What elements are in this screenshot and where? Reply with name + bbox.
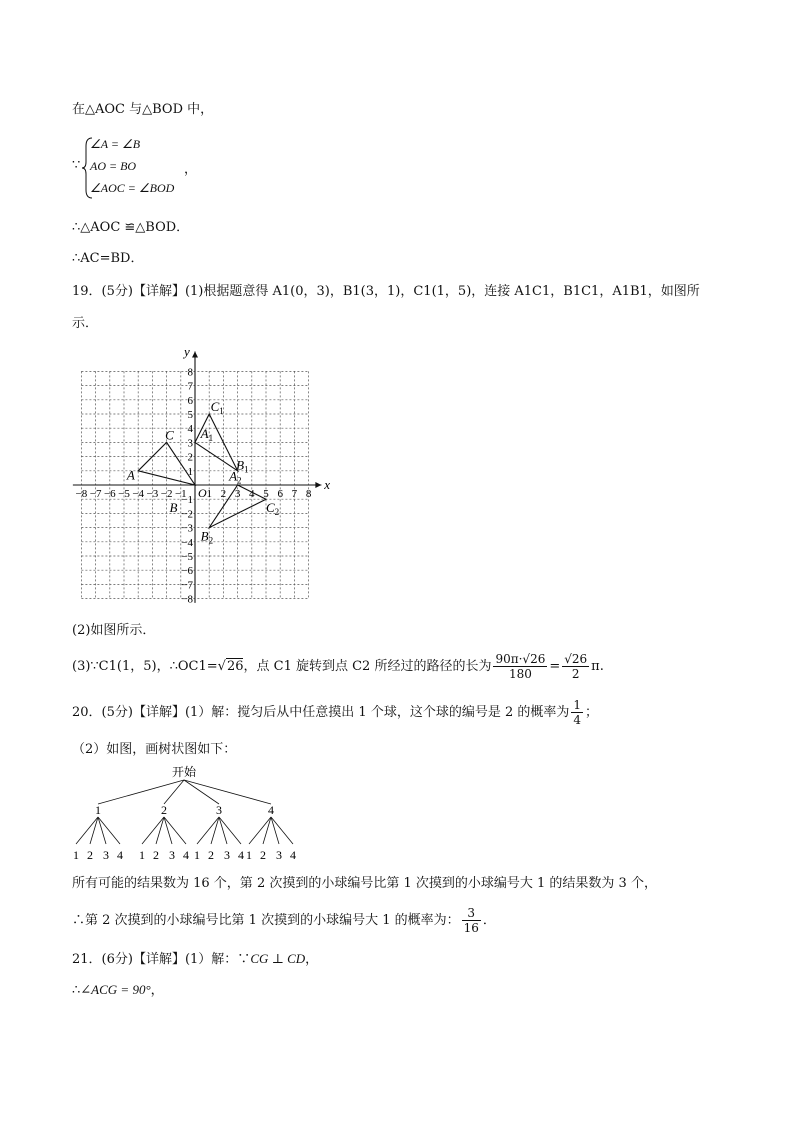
x-tick-label: −7 [89,488,102,500]
text-line-1: 在△AOC 与△BOD 中， [72,102,214,117]
tree-branch [164,817,172,844]
text-line-19-2: (2)如图所示． [72,623,156,638]
prob-end: ； [585,705,599,720]
tree-branch [98,817,120,844]
tree-branch [184,780,271,804]
tree-diagram [66,764,306,864]
x-tick-label: 7 [291,488,298,500]
equals-sign: = [549,659,561,674]
x-tick-label: −4 [132,488,145,500]
label-a: A [126,467,135,483]
text-line-ac-bd: ∴AC=BD． [72,251,144,266]
x-tick-label: 1 [206,488,212,500]
tree-branch [271,817,279,844]
system-comma: ， [184,162,198,177]
origin-label: O [198,486,207,500]
label-c: C [165,427,174,443]
label-c1: $C_1$ [210,399,224,417]
x-tick-label: 5 [263,488,269,500]
perpendicular-expr: CG ⊥ CD [250,951,306,966]
tree-branch [156,817,164,844]
tree-node-second: 3 [224,848,230,862]
tree-node-first: 1 [95,803,101,817]
tree-branch [249,817,271,844]
tree-branch [219,817,241,844]
tree-branch [211,817,219,844]
x-axis-arrow [315,482,321,488]
tree-branch [271,817,293,844]
system-row-3: ∠AOC = ∠BOD [90,181,175,195]
fraction-3-16: $\frac{3}{16}$ [463,906,479,935]
x-tick-label: 6 [277,488,283,500]
label-b: B [169,499,178,515]
coordinate-graph [68,342,348,612]
y-tick-label: 5 [187,409,193,421]
y-tick-label: 7 [187,380,193,393]
tree-branch [76,817,98,844]
x-tick-label: −2 [160,488,173,500]
prob2-end: ． [482,913,496,928]
x-tick-label: −8 [75,488,88,500]
text-line-19: 19．(5分)【详解】(1)根据题意得 A1(0，3)，B1(3，1)，C1(1，5)，连接 A1C1，B1C1，A1B1，如图所 [72,284,700,299]
q21-end: ， [305,952,319,967]
tree-node-second: 1 [194,848,200,862]
tree-node-second: 4 [117,848,123,862]
tree-node-first: 2 [161,803,167,817]
x-tick-label: −5 [118,488,130,500]
tree-node-second: 1 [73,848,79,862]
y-tick-label: −5 [181,551,193,563]
y-tick-label: −7 [181,579,193,592]
tree-node-second: 1 [139,848,145,862]
therefore-symbol: ∴ [72,983,81,998]
text-line-20-prob [72,904,496,938]
y-tick-label: 4 [187,423,193,436]
y-tick-label: 6 [187,394,193,407]
text-line-21 [72,949,318,970]
angle-end: ， [150,983,164,998]
tree-branch [263,817,271,844]
x-tick-label: −6 [103,488,116,500]
label-a1: $A_1$ [200,426,214,444]
y-tick-label: −3 [181,522,193,535]
y-tick-label: 3 [187,437,193,450]
tree-branch [164,817,186,844]
text-line-21-angle [72,980,164,1001]
tree-node-second: 3 [169,848,175,862]
y-tick-label: −1 [181,494,193,507]
text-line-20-2: （2）如图，画树状图如下： [72,742,237,757]
tree-node-second: 4 [183,848,189,862]
angle-expr: ∠ACG = 90° [80,982,151,997]
tree-node-first: 3 [216,803,222,817]
text-line-20-result: 所有可能的结果数为 16 个，第 2 次摸到的小球编号比第 1 次摸到的小球编号大 1 的结果数为 3 个， [72,876,657,891]
y-tick-label: −6 [181,565,193,578]
system-row-1: ∠A = ∠B [90,137,141,151]
tree-node-second: 3 [103,848,109,862]
x-tick-label: −1 [174,488,187,500]
y-axis-label: y [184,343,190,359]
x-tick-label: −3 [146,488,159,500]
tree-branch [98,780,184,804]
prob2-text: ∴第 2 次摸到的小球编号比第 1 次摸到的小球编号大 1 的概率为： [72,913,460,928]
tree-branch [184,780,219,804]
x-tick-label: 2 [220,488,227,500]
tree-node-second: 4 [238,848,244,862]
fraction-arc-length: $\frac{90\pi\cdot√26}{180}$ [495,652,546,681]
x-tick-label: 8 [305,488,312,500]
fraction-one-quarter: $\frac{1}{4}$ [573,698,582,727]
arc-text-start: (3)∵C1(1，5)，∴OC1= [72,659,218,674]
y-tick-label: 2 [187,451,193,464]
text-line-19-cont: 示． [72,316,99,331]
tree-branch [197,817,219,844]
label-a2: $A_2$ [229,468,242,486]
text-line-19-3 [72,650,604,684]
x-tick-label: 4 [249,488,255,500]
tree-node-second: 4 [290,848,296,862]
x-tick-label: 3 [234,488,241,500]
because-symbol: ∵ [72,158,81,173]
tree-node-second: 1 [246,848,252,862]
tree-node-second: 2 [208,848,214,862]
tree-branch [164,780,184,804]
tree-root: 开始 [171,765,197,779]
tree-node-second: 2 [87,848,93,862]
sqrt-26: √26 [217,659,244,674]
fraction-result: $\frac{√26}{2}$ [564,652,588,681]
label-c2: $C_2$ [266,499,280,517]
tree-branch [98,817,106,844]
label-b1: $B_1$ [236,457,249,475]
tree-node-second: 2 [153,848,159,862]
system-row-2: AO = BO [90,159,137,173]
text-line-congruent: ∴△AOC ≌△BOD． [72,220,190,235]
label-b2: $B_2$ [200,528,214,546]
y-tick-label: 1 [187,465,193,478]
y-tick-label: −2 [181,508,193,521]
tree-branch [90,817,98,844]
arc-text-mid: ，点 C1 旋转到点 C2 所经过的路径的长为 [243,659,492,674]
prob-text: 20．(5分)【详解】(1）解：搅匀后从中任意摸出 1 个球，这个球的编号是 2 的概率为 [72,705,570,720]
tree-branch [142,817,164,844]
y-tick-label: −8 [181,593,193,606]
pi-symbol: π. [591,659,604,674]
equation-system [72,136,272,200]
y-tick-label: −4 [181,536,193,549]
tree-branch [219,817,227,844]
q21-text: 21．(6分)【详解】(1）解：∵ [72,952,251,967]
tree-node-second: 3 [276,848,282,862]
tree-node-second: 2 [260,848,266,862]
text-line-20 [72,696,598,730]
x-axis-label: x [324,477,331,492]
y-tick-label: 8 [187,366,193,379]
tree-node-first: 4 [268,803,274,817]
y-axis-arrow [192,352,198,358]
